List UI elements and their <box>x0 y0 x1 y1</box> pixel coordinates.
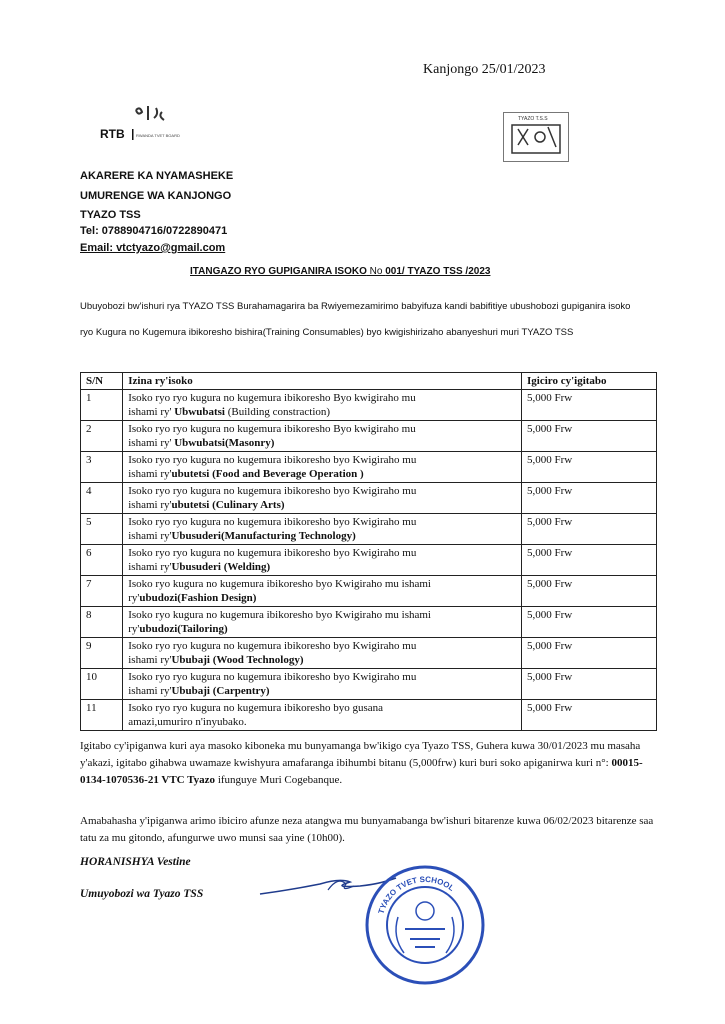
row-price: 5,000 Frw <box>522 545 657 576</box>
rtb-logo <box>96 102 236 148</box>
table-row <box>81 514 657 545</box>
school-seal-stamp <box>360 855 490 997</box>
tender-description: Isoko ryo ryo kugura no kugemura ibikoresho byo Kwigiraho mu <box>128 516 417 528</box>
row-price: 5,000 Frw <box>522 390 657 421</box>
tender-description: Isoko ryo ryo kugura no kugemura ibikoresho byo Kwigiraho mu <box>128 671 417 683</box>
row-sn: 1 <box>81 390 123 421</box>
tender-description: Isoko ryo ryo kugura no kugemura ibikoresho byo Kwigiraho mu <box>128 454 417 466</box>
table-row <box>81 390 657 421</box>
tender-description: Isoko ryo kugura no kugemura ibikoresho byo Kwigiraho mu ishami <box>128 609 431 621</box>
tender-table <box>80 372 657 731</box>
row-tender-name <box>123 421 522 452</box>
header-phone: Tel: 0788904716/0722890471 <box>80 225 228 237</box>
row-price: 5,000 Frw <box>522 669 657 700</box>
row-price: 5,000 Frw <box>522 638 657 669</box>
row-price: 5,000 Frw <box>522 700 657 731</box>
signatory-name: HORANISHYA Vestine <box>80 856 191 868</box>
row-tender-name <box>123 545 522 576</box>
school-logo <box>503 112 569 162</box>
header-name: Izina ry'isoko <box>123 373 522 390</box>
row-tender-name <box>123 514 522 545</box>
tender-department: amazi,umuriro n'inyubako. <box>128 716 247 728</box>
table-header-row <box>81 373 657 390</box>
bid-document-paragraph: Igitabo cy'ipiganwa kuri aya masoko kiboneka mu bunyamanga bw'ikigo cya Tyazo TSS, Guhera kuwa 30/01/2023 mu masaha y'akazi, igitabo gihabwa uwamaze kwishyura amafaranga ibihumbi bitanu (5,000frw) kuri buri soko apiganirwa kuri n°: 00015-0134-1070536-21 VTC Tyazo ifunguye Muri Cogebanque. <box>80 740 643 786</box>
row-tender-name <box>123 483 522 514</box>
tender-department: ry'ubudozi(Fashion Design) <box>128 592 257 604</box>
row-tender-name <box>123 576 522 607</box>
row-tender-name <box>123 452 522 483</box>
table-row <box>81 545 657 576</box>
row-sn: 2 <box>81 421 123 452</box>
header-sector: UMURENGE WA KANJONGO <box>80 190 232 202</box>
tender-description: Isoko ryo ryo kugura no kugemura ibikoresho byo Kwigiraho mu <box>128 547 417 559</box>
table-row <box>81 700 657 731</box>
row-sn: 7 <box>81 576 123 607</box>
row-tender-name <box>123 607 522 638</box>
row-tender-name <box>123 669 522 700</box>
row-price: 5,000 Frw <box>522 421 657 452</box>
row-sn: 10 <box>81 669 123 700</box>
header-sn: S/N <box>81 373 123 390</box>
submission-paragraph: Amabahasha y'ipiganwa arimo ibiciro afunze neza atangwa mu bunyamabanga bw'ishuri bitarenze kuwa 06/02/2023 bitarenze saa tatu za mu gitondo, afungurwe uwo munsi saa yine (10h00). <box>80 815 654 844</box>
tender-department: ishami ry' Ubwubatsi(Masonry) <box>128 437 275 449</box>
row-price: 5,000 Frw <box>522 576 657 607</box>
tender-department: ishami ry'Ububaji (Wood Technology) <box>128 654 304 666</box>
rtb-logo-text: RTB <box>100 127 125 141</box>
tender-description: Isoko ryo ryo kugura no kugemura ibikoresho Byo kwigiraho mu <box>128 423 416 435</box>
row-price: 5,000 Frw <box>522 452 657 483</box>
row-tender-name <box>123 700 522 731</box>
letter-date: Kanjongo 25/01/2023 <box>423 62 546 77</box>
intro-paragraph: Ubuyobozi bw'ishuri rya TYAZO TSS Burahamagarira ba Rwiyemezamirimo babyifuza kandi babifitiye ubushobozi gupiganira isoko ryo Kugura no Kugemura ibikoresho bishira(Training Consumables) byo kwigishirizaho abanyeshuri muri TYAZO TSS <box>80 301 631 338</box>
row-tender-name <box>123 638 522 669</box>
signatory-title: Umuyobozi wa Tyazo TSS <box>80 888 204 900</box>
row-sn: 8 <box>81 607 123 638</box>
table-row <box>81 669 657 700</box>
row-price: 5,000 Frw <box>522 483 657 514</box>
table-row <box>81 638 657 669</box>
tender-description: Isoko ryo ryo kugura no kugemura ibikoresho byo Kwigiraho mu <box>128 640 417 652</box>
row-price: 5,000 Frw <box>522 514 657 545</box>
seal-text: TYAZO TVET SCHOOL <box>376 874 456 915</box>
row-sn: 6 <box>81 545 123 576</box>
tender-department: ishami ry'ubutetsi (Food and Beverage Operation ) <box>128 468 364 480</box>
table-row <box>81 483 657 514</box>
tender-department: ishami ry'Ububaji (Carpentry) <box>128 685 270 697</box>
table-row <box>81 421 657 452</box>
table-row <box>81 607 657 638</box>
row-sn: 3 <box>81 452 123 483</box>
row-price: 5,000 Frw <box>522 607 657 638</box>
tender-description: Isoko ryo ryo kugura no kugemura ibikoresho byo Kwigiraho mu <box>128 485 417 497</box>
row-sn: 5 <box>81 514 123 545</box>
tender-department: ishami ry'ubutetsi (Culinary Arts) <box>128 499 285 511</box>
tender-department: ishami ry' Ubwubatsi (Building constraction) <box>128 406 331 418</box>
school-logo-text: TYAZO T.S.S <box>518 116 548 122</box>
row-tender-name <box>123 390 522 421</box>
header-district: AKARERE KA NYAMASHEKE <box>80 170 234 182</box>
header-school: TYAZO TSS <box>80 209 141 221</box>
rtb-logo-subtext: RWANDA TVET BOARD <box>136 133 180 138</box>
notice-title: ITANGAZO RYO GUPIGANIRA ISOKO No 001/ TYAZO TSS /2023 <box>190 266 491 277</box>
tender-department: ry'ubudozi(Tailoring) <box>128 623 228 635</box>
tender-department: ishami ry'Ubusuderi(Manufacturing Technology) <box>128 530 356 542</box>
header-price: Igiciro cy'igitabo <box>522 373 657 390</box>
row-sn: 4 <box>81 483 123 514</box>
table-row <box>81 452 657 483</box>
table-row <box>81 576 657 607</box>
header-email: Email: vtctyazo@gmail.com <box>80 242 226 254</box>
row-sn: 11 <box>81 700 123 731</box>
tender-description: Isoko ryo ryo kugura no kugemura ibikoresho byo gusana <box>128 702 384 714</box>
tender-description: Isoko ryo ryo kugura no kugemura ibikoresho Byo kwigiraho mu <box>128 392 416 404</box>
row-sn: 9 <box>81 638 123 669</box>
tender-description: Isoko ryo kugura no kugemura ibikoresho byo Kwigiraho mu ishami <box>128 578 431 590</box>
tender-department: ishami ry'Ubusuderi (Welding) <box>128 561 271 573</box>
